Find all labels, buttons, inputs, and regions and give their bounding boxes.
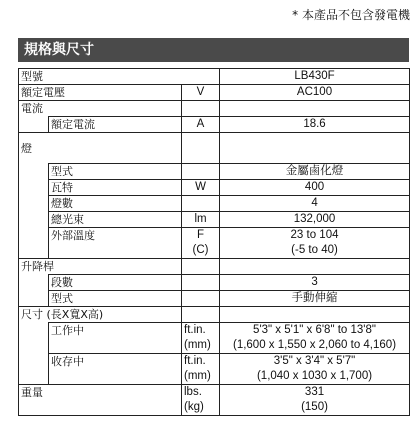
value-stowed-mm: (1,040 x 1030 x 1,700): [220, 369, 410, 385]
table-row: [19, 323, 410, 339]
table-row: [19, 291, 410, 307]
table-row: [19, 101, 410, 117]
value-lamp-count: 4: [220, 196, 410, 212]
table-row: [19, 307, 410, 323]
table-row: [19, 400, 410, 416]
label-stages: 段數: [49, 275, 182, 291]
value-lamp-type: 金屬鹵化燈: [220, 164, 410, 180]
label-lamp-group: 燈: [19, 133, 182, 164]
table-row: [19, 385, 410, 401]
unit-current: A: [182, 117, 220, 133]
label-weight: 重量: [19, 385, 182, 401]
value-model: LB430F: [220, 69, 410, 85]
value-lumen: 132,000: [220, 212, 410, 228]
value-stowed-ftin: 3'5" x 3'4" x 5'7": [220, 354, 410, 370]
value-watt: 400: [220, 180, 410, 196]
table-row: [19, 259, 410, 275]
value-stages: 3: [220, 275, 410, 291]
value-weight-lbs: 331: [220, 385, 410, 401]
table-row: [19, 369, 410, 385]
label-dims-group: 尺寸 (長X寬X高): [19, 307, 182, 323]
spec-table: [18, 68, 410, 416]
unit-ext-temp-f: F: [182, 228, 220, 244]
table-row: [19, 180, 410, 196]
table-row: [19, 354, 410, 370]
label-lamp-type: 型式: [49, 164, 182, 180]
label-lift-group: 升降桿: [19, 259, 182, 275]
value-ext-temp-f: 23 to 104: [220, 228, 410, 244]
table-row: [19, 228, 410, 244]
value-current: 18.6: [220, 117, 410, 133]
table-row: [19, 69, 410, 85]
label-working: 工作中: [49, 323, 182, 339]
label-current: 額定電流: [49, 117, 182, 133]
section-title: 規格與尺寸: [18, 38, 409, 62]
unit-stowed-mm: (mm): [182, 369, 220, 385]
unit-working-mm: (mm): [182, 338, 220, 354]
unit-stowed-ftin: ft.in.: [182, 354, 220, 370]
label-model: 型號: [19, 69, 220, 85]
label-watt: 瓦特: [49, 180, 182, 196]
table-row: [19, 243, 410, 259]
unit-voltage: V: [182, 85, 220, 101]
label-current-group: 電流: [19, 101, 182, 117]
value-weight-kg: (150): [220, 400, 410, 416]
label-stowed: 收存中: [49, 354, 182, 370]
unit-weight-kg: (kg): [182, 400, 220, 416]
table-row: [19, 196, 410, 212]
label-voltage: 額定電壓: [19, 85, 182, 101]
unit-weight-lbs: lbs.: [182, 385, 220, 401]
value-working-ftin: 5'3" x 5'1" x 6'8" to 13'8": [220, 323, 410, 339]
table-row: [19, 133, 410, 164]
unit-working-ftin: ft.in.: [182, 323, 220, 339]
table-row: [19, 338, 410, 354]
table-row: [19, 164, 410, 180]
unit-lumen: lm: [182, 212, 220, 228]
label-ext-temp: 外部溫度: [49, 228, 182, 244]
value-ext-temp-c: (-5 to 40): [220, 243, 410, 259]
table-row: [19, 275, 410, 291]
value-lift-type: 手動伸縮: [220, 291, 410, 307]
label-lift-type: 型式: [49, 291, 182, 307]
disclaimer-note: * 本產品不包含發電機: [292, 8, 410, 22]
table-row: [19, 212, 410, 228]
table-row: [19, 117, 410, 133]
value-voltage: AC100: [220, 85, 410, 101]
label-lumen: 總光束: [49, 212, 182, 228]
table-row: [19, 85, 410, 101]
unit-watt: W: [182, 180, 220, 196]
value-working-mm: (1,600 x 1,550 x 2,060 to 4,160): [220, 338, 410, 354]
unit-ext-temp-c: (C): [182, 243, 220, 259]
label-lamp-count: 燈數: [49, 196, 182, 212]
